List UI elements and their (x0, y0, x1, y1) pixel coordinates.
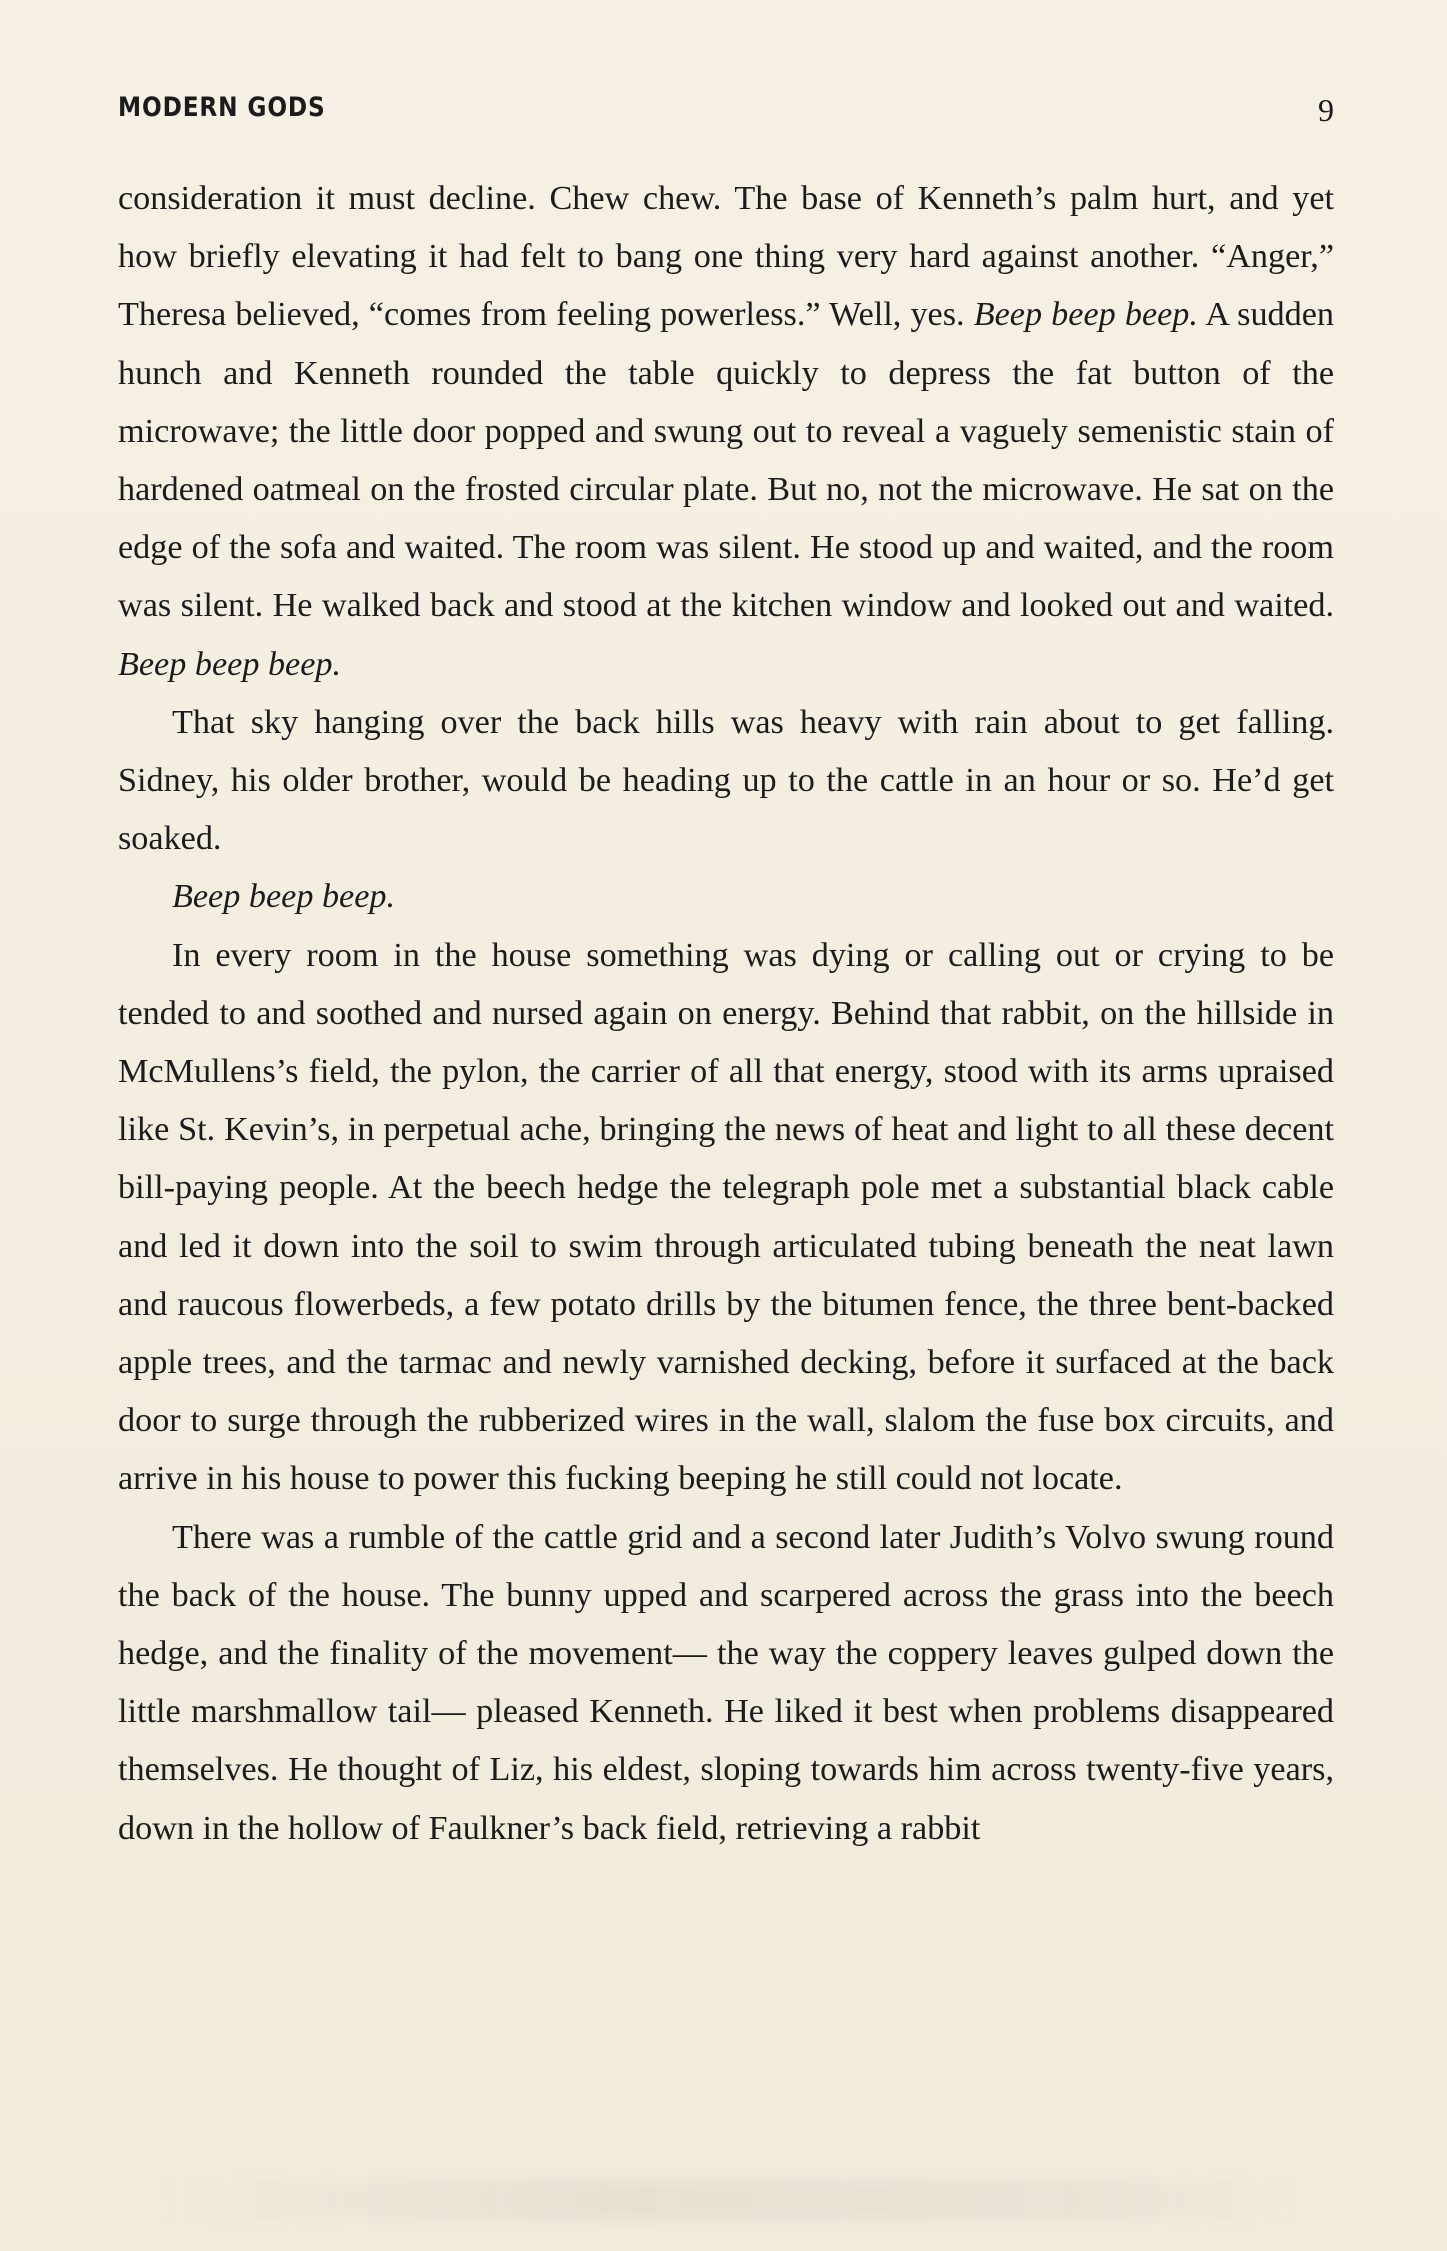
paragraph-5 (118, 1509, 1334, 1858)
text-run: There was a rumble of the cattle grid and a second later Judith’s Volvo swung round the back of the house. The bunny upped and scarpered across the grass into the beech hedge, and the finality of the movement— the way the coppery leaves gulped down the little marshmallow tail— pleased Kenneth. He liked it best when problems disappeared themselves. He thought of Liz, his eldest, sloping towards him across twenty-five years, down in the hollow of Faulkner’s back field, retrieving a rabbit (118, 1518, 1334, 1847)
text-run: consideration it must decline. Chew chew. The base of Kenneth’s palm hurt, and yet how briefly elevating it had felt to bang one thing very hard against another. “Anger,” Theresa believed, “comes from feeling powerless.” Well, yes. (118, 180, 1334, 334)
italic-run: Beep beep beep. (118, 645, 342, 683)
text-run: That sky hanging over the back hills was heavy with rain about to get falling. Sidney, his older brother, would be heading up to the cattle in an hour or so. He’d get soaked. (118, 703, 1334, 858)
running-head (118, 92, 1334, 132)
page-number: 9 (1318, 92, 1334, 128)
paragraph-1 (118, 170, 1334, 694)
body-text (118, 170, 1334, 1858)
paragraph-3 (118, 868, 1334, 926)
running-title: MODERN GODS (118, 92, 326, 123)
show-through-shadow (150, 2180, 1300, 2220)
paragraph-2 (118, 694, 1334, 869)
italic-run: Beep beep beep. (973, 296, 1198, 334)
text-run: A sudden hunch and Kenneth rounded the table quickly to depress the fat button of the microwave; the little door popped and swung out to reveal a vaguely semenistic stain of hardened oatmeal on the frosted circular plate. But no, not the microwave. He sat on the edge of the sofa and waited. The room was silent. He stood up and waited, and the room was silent. He walked back and stood at the kitchen window and looked out and waited. (118, 296, 1334, 625)
italic-run: Beep beep beep. (172, 878, 396, 916)
text-run: In every room in the house something was dying or calling out or crying to be tended to and soothed and nursed again on energy. Behind that rabbit, on the hillside in McMullens’s field, the pylon, the carrier of all that energy, stood with its arms upraised like St. Kevin’s, in perpetual ache, bringing the news of heat and light to all these decent bill-paying people. At the beech hedge the telegraph pole met a substantial black cable and led it down into the soil to swim through articulated tubing beneath the neat lawn and raucous flowerbeds, a few potato drills by the bitumen fence, the three bent-backed apple trees, and the tarmac and newly varnished decking, before it surfaced at the back door to surge through the rubberized wires in the wall, slalom the fuse box circuits, and arrive in his house to power this fucking beeping he still could not locate. (118, 936, 1334, 1498)
paragraph-4 (118, 927, 1334, 1509)
